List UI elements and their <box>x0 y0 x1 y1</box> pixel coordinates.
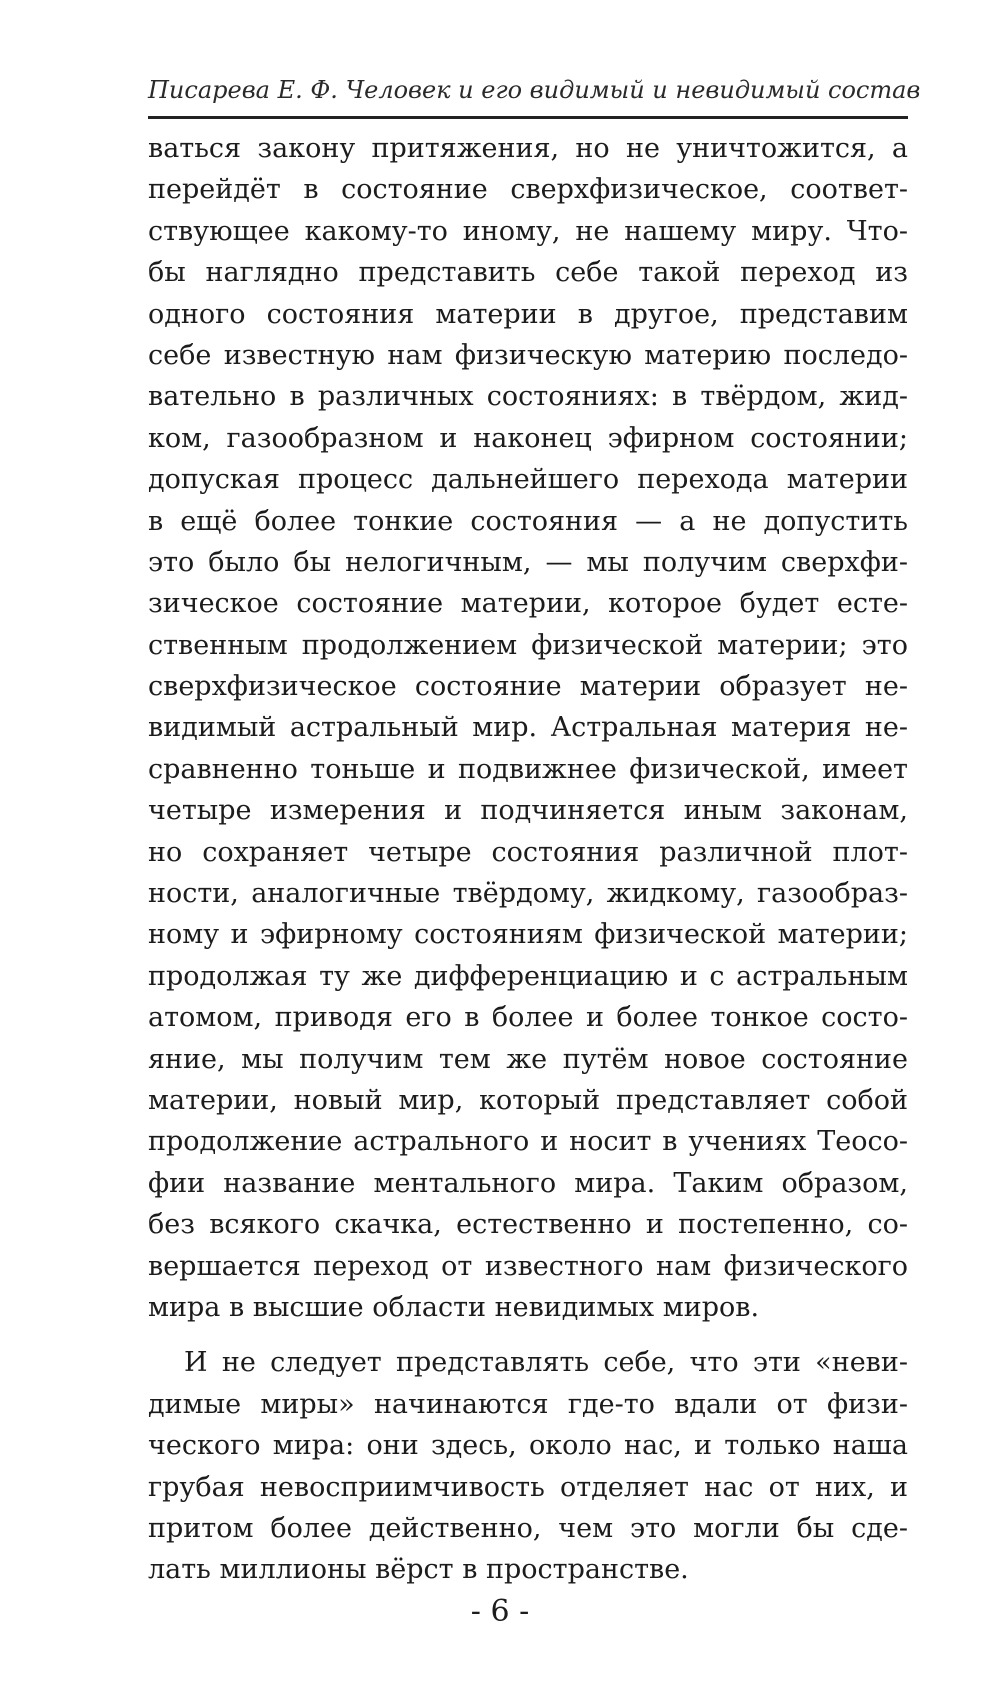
text-line: зическое состояние материи, которое будет есте- <box>148 588 908 620</box>
text-line: перейдёт в состояние сверхфизическое, соответ- <box>148 174 908 206</box>
text-line: ствующее какому-то иному, не нашему миру. Что- <box>148 215 908 247</box>
running-header: Писарева Е. Ф. Человек и его видимый и невидимый состав <box>148 76 921 104</box>
page-number: - 6 - <box>470 1594 530 1629</box>
paragraph-1 <box>148 128 908 1328</box>
paragraph-2 <box>148 1342 908 1590</box>
text-line: видимый астральный мир. Астральная материя не- <box>148 712 908 744</box>
text-line: грубая невосприимчивость отделяет нас от них, и <box>148 1471 908 1503</box>
text-line: мира в высшие области невидимых миров. <box>148 1291 760 1323</box>
text-line: допуская процесс дальнейшего перехода материи <box>148 464 908 496</box>
text-line: четыре измерения и подчиняется иным законам, <box>148 795 908 827</box>
text-line: ческого мира: они здесь, около нас, и только наша <box>148 1430 908 1462</box>
text-line: димые миры» начинаются где-то вдали от физи- <box>148 1388 908 1420</box>
text-line: атомом, приводя его в более и более тонкое состо- <box>148 1002 908 1034</box>
paragraph-gap <box>148 1328 908 1342</box>
text-line: без всякого скачка, естественно и постепенно, со- <box>148 1209 908 1241</box>
text-line: одного состояния материи в другое, представим <box>148 298 908 330</box>
text-line: вершается переход от известного нам физического <box>148 1250 908 1282</box>
text-line: ваться закону притяжения, но не уничтожится, а <box>148 133 908 164</box>
text-line: продолжая ту же дифференциацию и с астральным <box>148 960 908 992</box>
text-line: это было бы нелогичным, — мы получим сверхфи- <box>148 546 908 578</box>
body-text <box>148 128 908 1591</box>
text-line: фии название ментального мира. Таким образом, <box>148 1167 908 1199</box>
text-line: яние, мы получим тем же путём новое состояние <box>148 1043 908 1075</box>
text-line: ности, аналогичные твёрдому, жидкому, газообраз- <box>148 878 908 910</box>
text-line: ственным продолжением физической материи; это <box>148 629 908 661</box>
header-rule <box>148 116 908 119</box>
text-line: но сохраняет четыре состояния различной плот- <box>148 836 908 868</box>
text-line: сравненно тоньше и подвижнее физической, имеет <box>148 753 908 785</box>
text-line: себе известную нам физическую материю последо- <box>148 339 908 371</box>
text-line: сверхфизическое состояние материи образует не- <box>148 671 908 703</box>
text-line: бы наглядно представить себе такой переход из <box>148 257 908 289</box>
text-line: лать миллионы вёрст в пространстве. <box>148 1554 689 1586</box>
text-line: материи, новый мир, который представляет собой <box>148 1084 908 1116</box>
text-line: вательно в различных состояниях: в твёрдом, жид- <box>148 381 908 413</box>
text-line: ком, газообразном и наконец эфирном состоянии; <box>148 422 908 454</box>
text-line: притом более действенно, чем это могли бы сде- <box>148 1512 908 1544</box>
text-line: продолжение астрального и носит в учениях Теосо- <box>148 1126 908 1158</box>
text-line: в ещё более тонкие состояния — а не допустить <box>148 505 908 537</box>
text-line: ному и эфирному состояниям физической материи; <box>148 919 908 951</box>
text-line: И не следует представлять себе, что эти «неви- <box>184 1347 908 1379</box>
